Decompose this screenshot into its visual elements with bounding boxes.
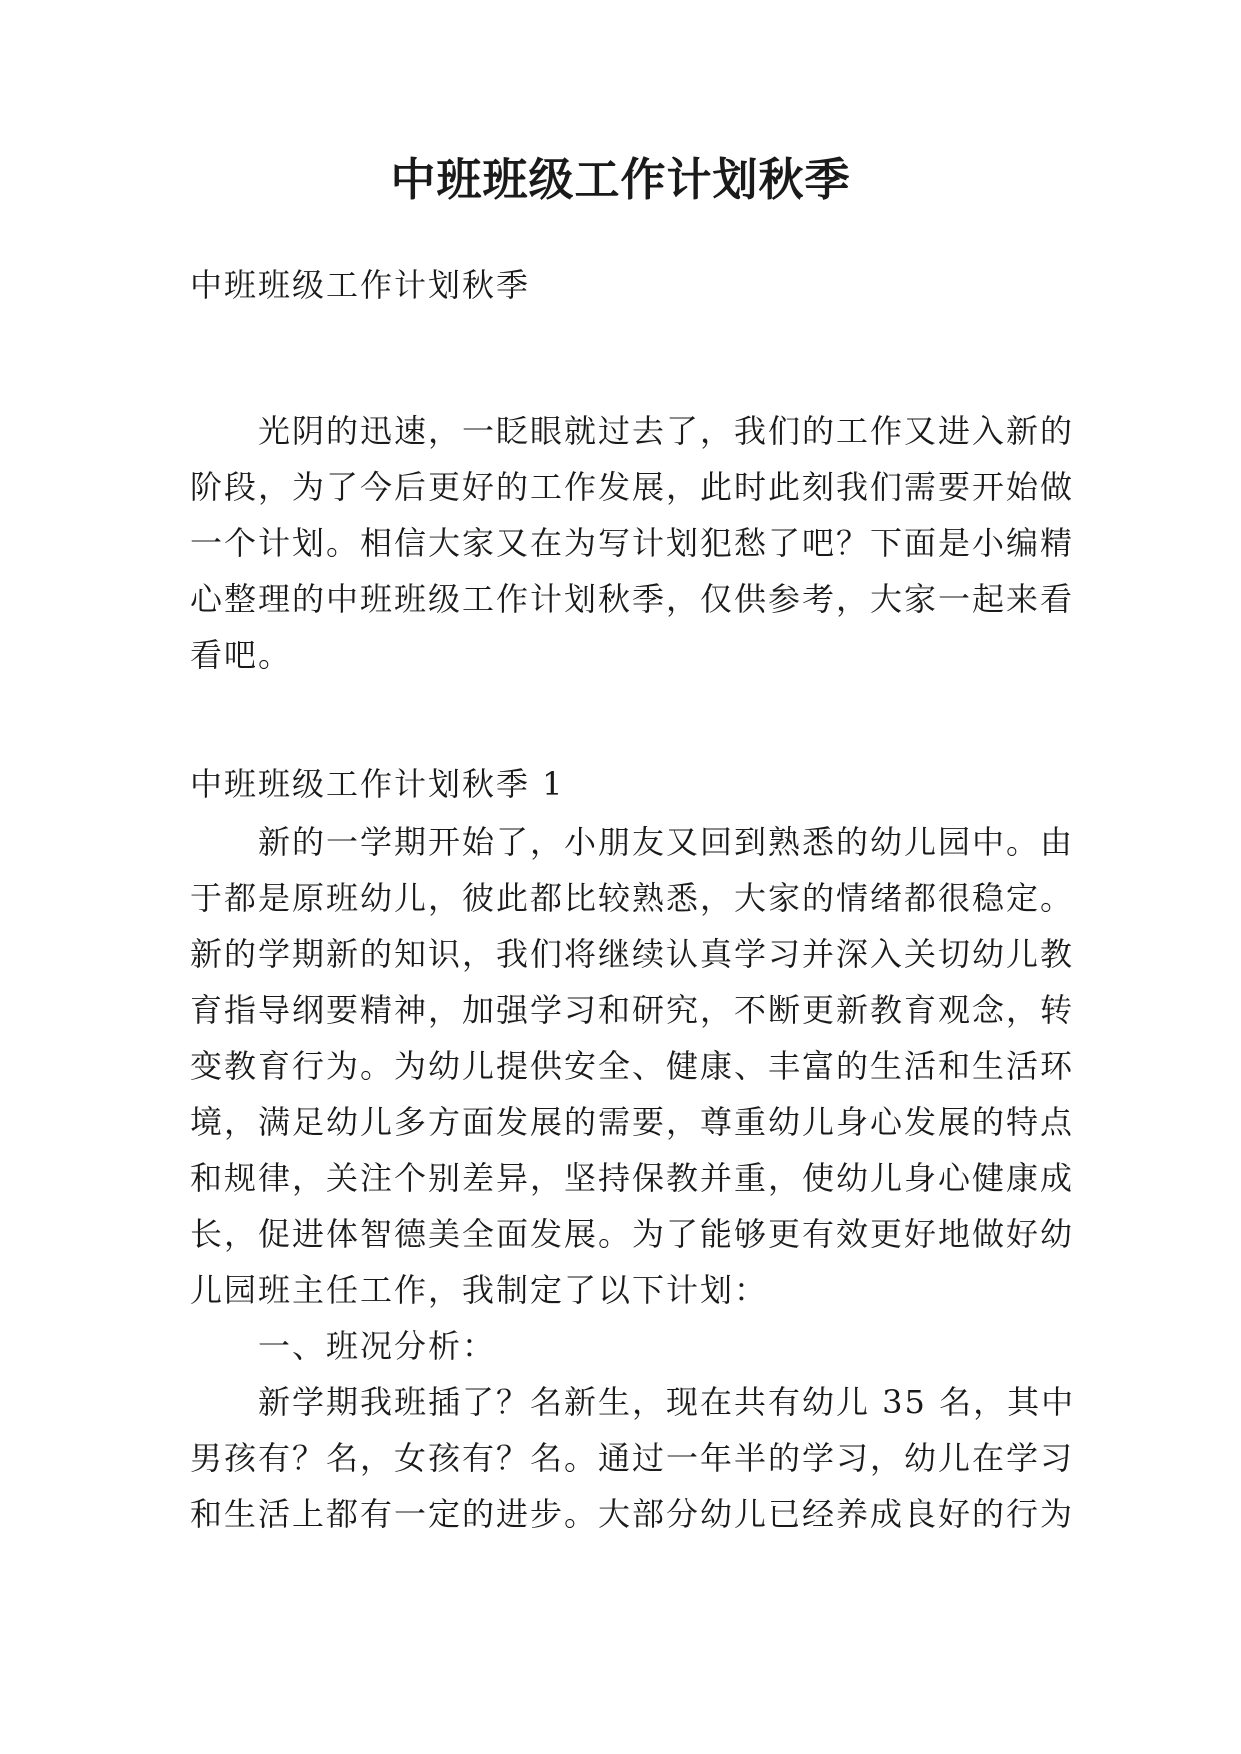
- intro-paragraph: [190, 403, 1075, 683]
- paragraph-line: 新的一学期开始了，小朋友又回到熟悉的幼儿园中。由: [190, 823, 1075, 861]
- paragraph-line: 男孩有？名，女孩有？名。通过一年半的学习，幼儿在学习: [190, 1439, 1075, 1477]
- paragraph-line: 境，满足幼儿多方面发展的需要，尊重幼儿身心发展的特点: [190, 1103, 1075, 1141]
- paragraph-line: 看吧。: [190, 636, 293, 674]
- main-paragraphs: [190, 814, 1076, 1542]
- paragraph-line: 和生活上都有一定的进步。大部分幼儿已经养成良好的行为: [190, 1495, 1075, 1533]
- document-subtitle: 中班班级工作计划秋季: [190, 266, 531, 304]
- paragraph-line: 光阴的迅速，一眨眼就过去了，我们的工作又进入新的: [190, 412, 1075, 450]
- paragraph-line: 和规律，关注个别差异，坚持保教并重，使幼儿身心健康成: [190, 1159, 1075, 1197]
- paragraph-line: 长，促进体智德美全面发展。为了能够更有效更好地做好幼: [190, 1215, 1075, 1253]
- subsection-heading: 一、班况分析：: [190, 1327, 497, 1365]
- paragraph-line: 于都是原班幼儿，彼此都比较熟悉，大家的情绪都很稳定。: [190, 879, 1075, 917]
- paragraph-line: 心整理的中班班级工作计划秋季，仅供参考，大家一起来看: [190, 580, 1075, 618]
- paragraph-line: 阶段，为了今后更好的工作发展，此时此刻我们需要开始做: [190, 468, 1075, 506]
- paragraph-line: 一个计划。相信大家又在为写计划犯愁了吧？下面是小编精: [190, 524, 1075, 562]
- section-heading: 中班班级工作计划秋季 1: [190, 765, 565, 803]
- paragraph-line: 变教育行为。为幼儿提供安全、健康、丰富的生活和生活环: [190, 1047, 1075, 1085]
- document-title: 中班班级工作计划秋季: [390, 153, 851, 206]
- paragraph-line: 新的学期新的知识，我们将继续认真学习并深入关切幼儿教: [190, 935, 1075, 973]
- paragraph-line: 新学期我班插了？名新生，现在共有幼儿 35 名，其中: [190, 1383, 1076, 1421]
- paragraph-line: 育指导纲要精神，加强学习和研究，不断更新教育观念，转: [190, 991, 1075, 1029]
- paragraph-line: 儿园班主任工作，我制定了以下计划：: [190, 1271, 769, 1309]
